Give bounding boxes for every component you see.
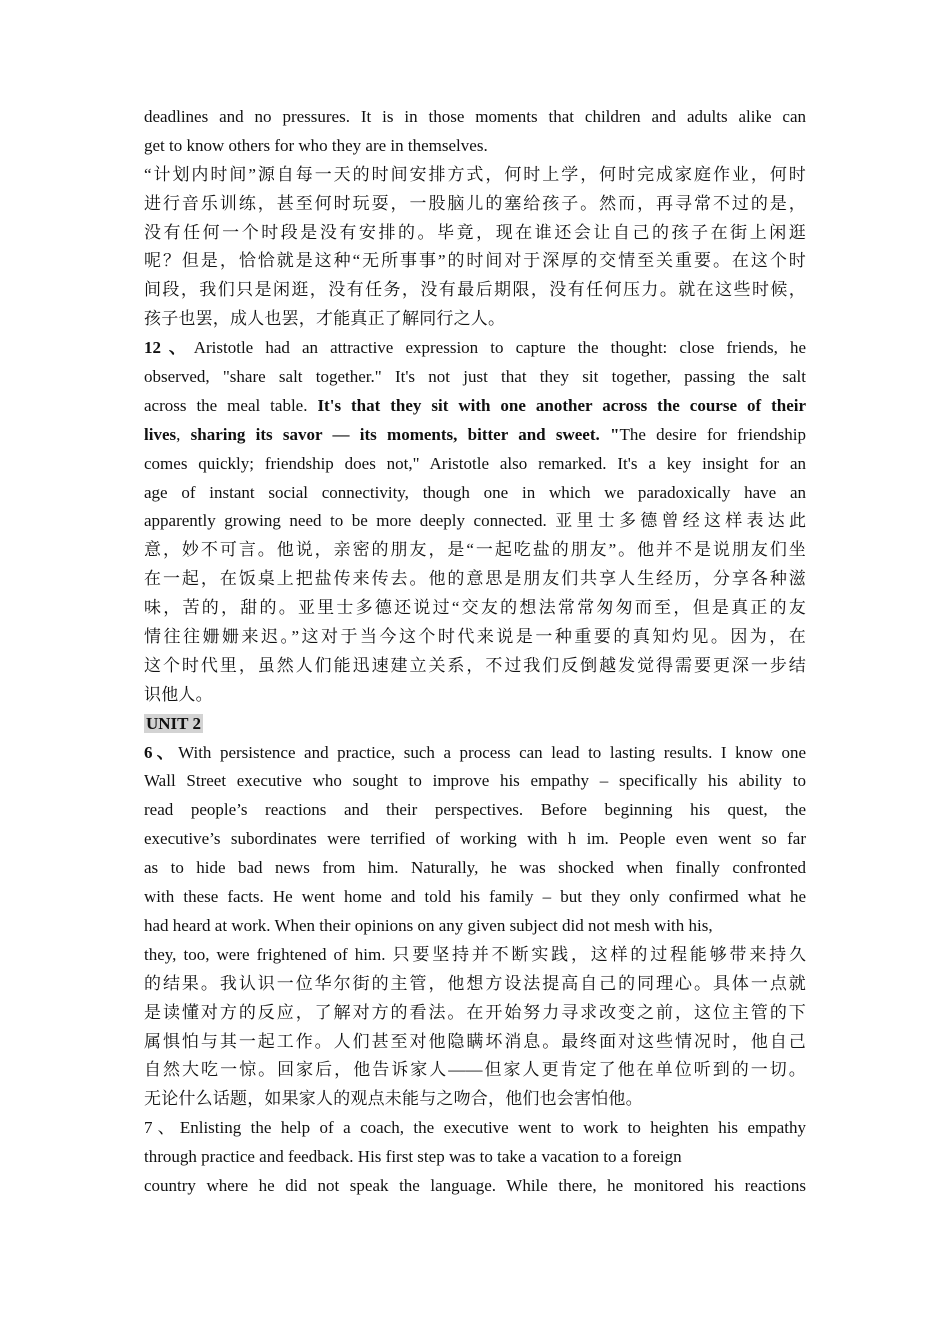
text-line [144,710,806,739]
text-segment: 这个时代里，虽然人们能迅速建立关系，不过我们反倒越发觉得需要更深一步结 [144,655,806,675]
bold-text: 6、 [144,742,179,762]
text-segment: executive’s subordinates were terrified of working with h im. People even went so far [144,829,806,849]
text-line [144,392,806,421]
text-line [144,796,806,825]
text-segment: Aristotle had an attractive expression to capture the thought: close friends, he [193,338,807,358]
text-segment: 在一起，在饭桌上把盐传来传去。他的意思是朋友们共享人生经历，分享各种滋 [144,569,806,589]
text-line [144,305,806,334]
bold-text: 12、 [144,338,194,358]
text-line [144,421,806,450]
text-segment: 识他人。 [144,684,213,704]
text-segment: With persistence and practice, such a process can lead to lasting results. I know one [178,742,807,762]
text-segment: 7、Enlisting the help of a coach, the executive went to work to heighten his empathy [144,1118,806,1138]
text-segment: 孩子也罢，成人也罢，才能真正了解同行之人。 [144,309,506,329]
text-line [144,999,806,1028]
text-line [144,767,806,796]
text-segment: 没有任何一个时段是没有安排的。毕竟，现在谁还会让自己的孩子在街上闲逛 [144,222,806,242]
text-segment: country where he did not speak the language. While there, he monitored his reactions [144,1175,806,1195]
text-segment: observed, "share salt together." It's not just that they sit together, passing the salt [144,367,806,387]
text-line [144,450,806,479]
text-line [144,739,806,768]
text-line [144,103,806,132]
text-line [144,652,806,681]
bold-text: sharing its savor — its moments, bitter and sweet. " [190,424,620,444]
text-line [144,623,806,652]
text-line [144,565,806,594]
unit-heading: UNIT 2 [146,713,201,733]
text-line [144,132,806,161]
text-line [144,334,806,363]
text-line [144,479,806,508]
text-line [144,507,806,536]
text-line [144,594,806,623]
text-segment: get to know others for who they are in themselves. [144,135,488,155]
text-line [144,1143,806,1172]
text-line [144,681,806,710]
text-line [144,825,806,854]
text-segment: 的结果。我认识一位华尔街的主管，他想方设法提高自己的同理心。具体一点就 [144,973,806,993]
bold-text: lives [144,424,177,444]
text-line [144,970,806,999]
text-line [144,854,806,883]
document-page [144,103,806,1201]
text-segment: “计划内时间”源自每一天的时间安排方式，何时上学，何时完成家庭作业，何时 [144,164,806,184]
text-line [144,912,806,941]
text-segment: they, too, were frightened of him. 只要坚持并不断实践，这样的过程能够带来持久 [144,944,806,964]
text-segment: through practice and feedback. His first step was to take a vacation to a foreign [144,1147,682,1167]
text-segment: 间段，我们只是闲逛，没有任务，没有最后期限，没有任何压力。就在这些时候， [144,280,806,300]
bold-text: It's that they sit with one another across the course of their [317,395,807,415]
text-segment: 无论什么话题，如果家人的观点未能与之吻合，他们也会害怕他。 [144,1089,643,1109]
text-line [144,1056,806,1085]
text-line [144,1085,806,1114]
text-segment: 味，苦的，甜的。亚里士多德还说过“交友的想法常常匆匆而至，但是真正的友 [144,598,806,618]
text-segment: , [176,424,191,444]
text-line [144,1172,806,1201]
text-line [144,941,806,970]
text-line [144,247,806,276]
text-segment: 属惧怕与其一起工作。人们甚至对他隐瞒坏消息。最终面对这些情况时，他自己 [144,1031,806,1051]
text-segment: deadlines and no pressures. It is in those moments that children and adults alike can [144,107,806,126]
text-line [144,161,806,190]
text-line [144,1114,806,1143]
text-segment: 情往往姗姗来迟。”这对于当今这个时代来说是一种重要的真知灼见。因为，在 [144,627,806,647]
text-segment: had heard at work. When their opinions on any given subject did not mesh with his, [144,915,713,935]
text-segment: with these facts. He went home and told his family – but they only confirmed what he [144,887,806,907]
text-line [144,190,806,219]
text-segment: apparently growing need to be more deeply connected. 亚里士多德曾经这样表达此 [144,511,806,531]
text-line [144,1028,806,1057]
text-segment: across the meal table. [144,395,318,415]
text-segment: Wall Street executive who sought to improve his empathy – specifically his ability to [144,771,806,791]
text-line [144,276,806,305]
text-segment: as to hide bad news from him. Naturally, he was shocked when finally confronted [144,858,806,878]
text-line [144,219,806,248]
text-segment: age of instant social connectivity, though one in which we paradoxically have an [144,482,806,502]
text-segment: 呢？但是，恰恰就是这种“无所事事”的时间对于深厚的交情至关重要。在这个时 [144,251,806,271]
text-segment: The desire for friendship [619,424,806,444]
text-line [144,536,806,565]
text-segment: 自然大吃一惊。回家后，他告诉家人——但家人更肯定了他在单位听到的一切。 [144,1060,806,1080]
text-line [144,363,806,392]
text-segment: 意，妙不可言。他说，亲密的朋友，是“一起吃盐的朋友”。他并不是说朋友们坐 [144,540,806,560]
text-segment: 是读懂对方的反应，了解对方的看法。在开始努力寻求改变之前，这位主管的下 [144,1002,806,1022]
text-line [144,883,806,912]
text-segment: 进行音乐训练，甚至何时玩耍，一股脑儿的塞给孩子。然而，再寻常不过的是， [144,193,806,213]
text-segment: read people’s reactions and their perspectives. Before beginning his quest, the [144,800,806,820]
text-segment: comes quickly; friendship does not," Aristotle also remarked. It's a key insight for an [144,453,806,473]
